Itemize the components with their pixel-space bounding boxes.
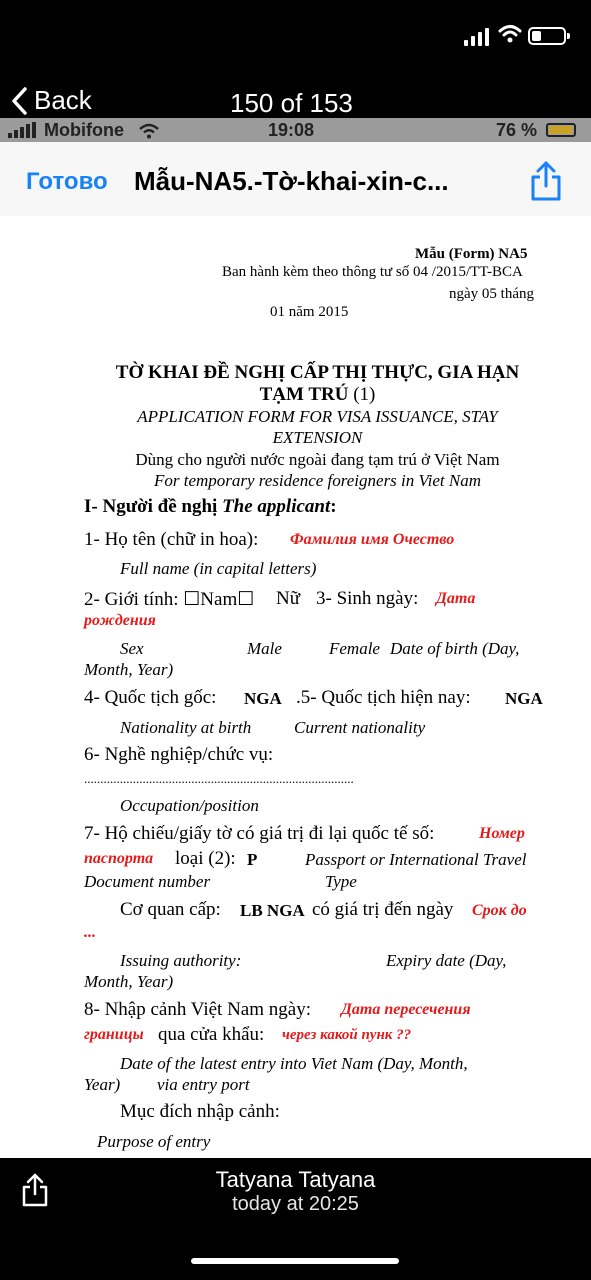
- q1-answer: Фамилия имя Очество: [290, 531, 455, 548]
- q3-en-1: Date of birth (Day,: [390, 639, 520, 658]
- q3-answer-2: рождения: [84, 612, 156, 629]
- q7-auth-label: Cơ quan cấp:: [120, 899, 221, 920]
- q4-en: Nationality at birth: [120, 718, 252, 737]
- q8-label: 8- Nhập cảnh Việt Nam ngày:: [84, 999, 311, 1020]
- inner-wifi-icon: [138, 123, 160, 139]
- purpose-label: Mục đích nhập cảnh:: [120, 1101, 280, 1122]
- q7-valid-label: có giá trị đến ngày: [312, 899, 454, 920]
- q5-label: .5- Quốc tịch hiện nay:: [296, 687, 471, 708]
- q5-answer: NGA: [505, 689, 543, 708]
- q7-answer-2: паспорта: [84, 850, 154, 867]
- chevron-left-icon: [10, 86, 28, 116]
- battery-icon: [528, 27, 566, 45]
- message-sender: Tatyana Tatyana: [215, 1167, 376, 1192]
- issued-line-1: Ban hành kèm theo thông tư số 04 /2015/TT-BCA: [222, 264, 523, 280]
- q3-answer-1: Дата: [436, 590, 476, 607]
- q7-valid-answer-2: ...: [84, 924, 96, 941]
- q7-type-value: P: [247, 850, 258, 869]
- q2-female-label: Nữ: [276, 588, 301, 609]
- q7-auth-en: Issuing authority:: [120, 951, 242, 970]
- document-title: Mẫu-NA5.-Tờ-khai-xin-c...: [134, 166, 449, 196]
- q6-dots: ...................................................................................: [84, 771, 354, 786]
- q2-en-female: Female: [329, 639, 380, 658]
- purpose-en: Purpose of entry: [97, 1132, 211, 1151]
- q7-en-2: Document number: [84, 872, 211, 891]
- inner-signal-icon: [8, 122, 38, 138]
- subtitle-en: For temporary residence foreigners in Viet Nam: [153, 471, 482, 490]
- q7-expiry-en-2: Month, Year): [84, 972, 174, 991]
- section-1-heading: I- Người đề nghị The applicant:: [84, 496, 337, 517]
- issued-line-3: 01 năm 2015: [270, 304, 349, 320]
- message-time: today at 20:25: [232, 1193, 359, 1215]
- home-indicator[interactable]: [191, 1258, 399, 1264]
- q2-label: 2- Giới tính: ☐Nam☐: [84, 589, 255, 610]
- q8-en-3: via entry port: [157, 1075, 250, 1094]
- inner-carrier: Mobifone: [44, 120, 124, 140]
- q2-en-sex: Sex: [120, 639, 144, 658]
- inner-time: 19:08: [268, 120, 315, 140]
- inner-battery-icon: [546, 123, 576, 137]
- q6-label: 6- Nghề nghiệp/chức vụ:: [84, 744, 274, 765]
- wifi-icon: [498, 24, 522, 44]
- q7-type-label: loại (2):: [175, 848, 236, 869]
- q4-answer: NGA: [244, 689, 282, 708]
- status-time: 23:40: [40, 22, 97, 47]
- q8-port-answer: через какой пунк ??: [282, 1027, 412, 1043]
- q3-label: 3- Sinh ngày:: [316, 588, 419, 609]
- back-button[interactable]: [10, 85, 92, 116]
- q7-label: 7- Hộ chiếu/giấy tờ có giá trị đi lại quốc tế số:: [84, 823, 435, 844]
- form-code: Mẫu (Form) NA5: [415, 246, 528, 262]
- title-vn-line-1: TỜ KHAI ĐỀ NGHỊ CẤP THỊ THỰC, GIA HẠN: [115, 362, 520, 383]
- title-vn-line-2: TẠM TRÚ (1): [259, 384, 376, 405]
- photo-counter: 150 of 153: [230, 88, 353, 118]
- cellular-signal-icon: [464, 28, 492, 46]
- done-button[interactable]: Готово: [26, 168, 108, 195]
- female-checkbox[interactable]: ☐: [237, 589, 255, 610]
- q8-answer-1: Дата пересечения: [341, 1001, 471, 1018]
- q7-valid-answer-1: Срок до: [472, 902, 527, 919]
- q7-en-3: Type: [325, 872, 357, 891]
- q2-en-male: Male: [247, 639, 282, 658]
- q7-auth-value: LB NGA: [240, 901, 305, 920]
- male-checkbox[interactable]: ☐: [183, 589, 201, 610]
- back-label: Back: [34, 85, 92, 115]
- q1-label: 1- Họ tên (chữ in hoa):: [84, 529, 259, 550]
- share-icon[interactable]: [528, 160, 564, 202]
- q8-en-2: Year): [84, 1075, 121, 1094]
- q4-label: 4- Quốc tịch gốc:: [84, 687, 217, 708]
- q1-en: Full name (in capital letters): [120, 559, 317, 578]
- q8-en-1: Date of the latest entry into Viet Nam (Day, Month,: [120, 1054, 468, 1073]
- q7-en-1: Passport or International Travel: [305, 850, 527, 869]
- q7-expiry-en-1: Expiry date (Day,: [386, 951, 507, 970]
- q7-answer-1: Номер: [479, 825, 525, 842]
- q8-port-label: qua cửa khẩu:: [158, 1024, 265, 1045]
- document-page: [0, 216, 591, 1158]
- inner-battery-percent: 76 %: [496, 120, 538, 140]
- subtitle-vn: Dùng cho người nước ngoài đang tạm trú ở Việt Nam: [135, 450, 500, 469]
- q3-en-2: Month, Year): [84, 660, 174, 679]
- q6-en: Occupation/position: [120, 796, 259, 815]
- q8-answer-2: границы: [84, 1026, 144, 1043]
- title-en-line-1: APPLICATION FORM FOR VISA ISSUANCE, STAY: [137, 407, 498, 426]
- q5-en: Current nationality: [294, 718, 426, 737]
- title-en-line-2: EXTENSION: [272, 428, 363, 447]
- issued-line-2: ngày 05 tháng: [449, 286, 534, 302]
